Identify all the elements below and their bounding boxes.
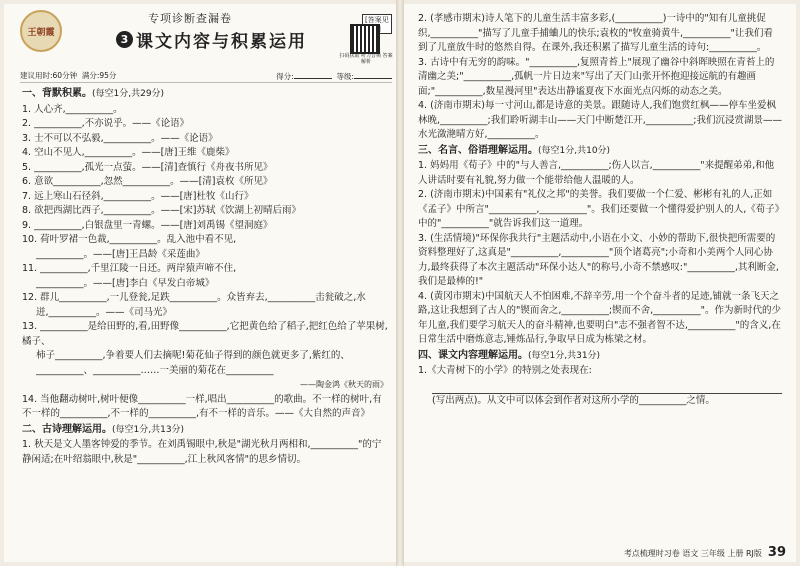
question-1[interactable]: 1. 人心齐,__________。	[22, 103, 123, 115]
question-5[interactable]: 5. __________,孤光一点萤。——[清]查慎行《舟夜书所见》	[22, 161, 273, 173]
question-10-cont[interactable]: __________。——[唐]王昌龄《采莲曲》	[36, 248, 205, 260]
maxim-question-1[interactable]: 1. 妈妈用《荀子》中的"与人善言,__________;伤人以言,__________"来提醒弟弟,和他人讲话时要有礼貌,努力做一个能带给他人温暖的人。	[418, 160, 775, 186]
score-label: 得分:	[276, 72, 294, 81]
maxim-question-3[interactable]: 3. (生活情境)"环保你我共行"主题活动中,小语在小文、小妙的帮助下,很快把所需要的资料整理好了,这真是"__________,__________"顶个诸葛亮";小奇和小美两个人同心协力,最终获得了本次主题活动"环保小达人"的称号,小奇不禁感叹:"__________,其利断金,我们是最棒的!"	[418, 232, 779, 287]
full-score-label: 满分:95分	[81, 71, 117, 80]
question-11-cont[interactable]: __________。——[唐]李白《早发白帝城》	[36, 277, 215, 289]
section-2-title: 二、古诗理解运用。(每空1分,共13分)	[22, 423, 185, 435]
qr-code-icon[interactable]	[350, 24, 380, 54]
poem-question-3[interactable]: 3. 古诗中有无穷的韵味。"__________,复照青苔上"展现了幽谷中斜晖映照在青苔上的清幽之美;"__________,孤帆一片日边来"写出了天门山张开怀抱迎接远航的有趣画面;"__________,数星漫河里"表达出静谧夏夜下水面光点闪烁的动态之美。	[418, 56, 775, 97]
page-footer	[624, 545, 786, 560]
title-text: 课文内容与积累运用	[136, 31, 307, 52]
maxim-question-4[interactable]: 4. (黄冈市期末)中国航天人不怕困难,不辞辛劳,用一个个奋斗者的足迹,铺就一条飞天之路,这让我想到了古人的"锲而舍之,__________;锲而不舍,__________"。作为新时代的少年儿童,我们要学习航天人的奋斗精神,也要明白"志不强者智不达,__________"的含义,在日常生活中磨炼意志,锤炼品行,争取早日成为栋梁之材。	[418, 290, 782, 345]
score-blank[interactable]	[294, 70, 332, 79]
header-divider	[20, 82, 392, 83]
question-9[interactable]: 9. __________,白银盘里一青螺。——[唐]刘禹锡《望洞庭》	[22, 219, 273, 231]
answer-line-1[interactable]	[432, 380, 782, 394]
maxim-question-2[interactable]: 2. (济南市期末)中国素有"礼仪之邦"的美誉。我们要做一个仁爱、彬彬有礼的人,正如《孟子》中所言"__________,__________"。我们还要做一个懂得爱护别人的人,《荀子》中的"__________"就告诉我们这一道理。	[418, 189, 780, 229]
level-label: 等级:	[336, 72, 354, 81]
question-10[interactable]: 10. 荷叶罗裙一色裁,__________。乱入池中看不见,	[22, 234, 237, 245]
poem-question-2[interactable]: 2. (孝感市期末)诗人笔下的儿童生活丰富多彩,(__________)一诗中的"知有儿童挑促织,__________"描写了儿童手捕蛐儿的快乐;袁枚的"牧童骑黄牛,__________"让我们看到了儿童放牛时的悠然自得。在课外,我还积累了描写儿童生活的诗句:__________。	[418, 13, 773, 53]
brand-logo: 王朝霞	[20, 10, 62, 52]
section-3-title: 三、名言、俗语理解运用。(每空1分,共10分)	[418, 144, 611, 156]
question-13[interactable]: 13. __________是给田野的,看,田野像__________,它把黄色给了稻子,把红色给了苹果树,橘子、	[22, 321, 388, 347]
page-number: 39	[767, 545, 786, 560]
qr-caption: 扫码获取 听力音频 答案解析	[339, 53, 393, 65]
section-4-title: 四、课文内容理解运用。(每空1分,共31分)	[418, 349, 601, 361]
question-8[interactable]: 8. 欲把西湖比西子,__________。——[宋]苏轼《饮湖上初晴后雨》	[22, 205, 302, 216]
exam-info-bar	[20, 70, 392, 82]
text-question-1-cont[interactable]: (写出两点)。从文中可以体会到作者对这所小学的__________之情。	[432, 394, 715, 406]
answer-tag: [答案见	[362, 14, 392, 34]
question-11[interactable]: 11. __________,千里江陵一日还。两岸猿声啼不住,	[22, 263, 237, 274]
poem-question-4[interactable]: 4. (济南市期末)每一寸河山,都是诗意的美景。跟随诗人,我们饱赏红枫——停车坐爱枫林晚,__________;我们聆听湖丰山——天门中断楚江开,__________;我们沉浸赏湖景——水光潋滟晴方好,__________。	[418, 100, 782, 140]
footer-text: 考点梳理时习卷 语文 三年级 上册 RJ版	[623, 549, 762, 558]
page-title	[116, 28, 307, 50]
question-4[interactable]: 4. 空山不见人,__________。——[唐]王维《鹿柴》	[22, 147, 235, 158]
left-content	[22, 86, 388, 467]
section-1-title: 一、背默积累。(每空1分,共29分)	[22, 88, 165, 99]
header-subtitle: 专项诊断查漏卷	[148, 12, 232, 25]
page-header	[20, 6, 392, 66]
question-2[interactable]: 2. __________,不亦说乎。——《论语》	[22, 118, 190, 129]
question-6[interactable]: 6. 意欲__________,忽然__________。——[清]袁枚《所见》	[22, 176, 273, 187]
question-12-cont[interactable]: 迸,__________。——《司马光》	[36, 306, 173, 318]
time-label: 建议用时:60分钟	[20, 71, 78, 80]
right-content	[418, 12, 782, 408]
text-question-1[interactable]: 1.《大青树下的小学》的特别之处表现在:	[418, 365, 592, 376]
poem-question-1[interactable]: 1. 秋天是文人墨客钟爱的季节。在刘禹锡眼中,秋是"湖光秋月两相和,__________"的宁静闲适;在叶绍翁眼中,秋是"__________,江上秋风客情"的思乡情切。	[22, 439, 382, 465]
question-13-cont[interactable]: 柿子__________,争着要人们去摘呢!菊花仙子得到的颜色就更多了,紫红的、__________、__________……一美丽的菊花在__________	[36, 350, 350, 376]
book-spine	[396, 0, 404, 566]
question-12[interactable]: 12. 群儿__________,一儿登瓮,足跌__________。众皆弃去,__________击瓮破之,水	[22, 292, 366, 303]
question-14[interactable]: 14. 当他翻动树叶,树叶便像__________一样,唱出__________的歌曲。不一样的树叶,有不一样的__________,不一样的__________,有不一样的音乐。——《大自然的声音》	[22, 393, 382, 419]
question-7[interactable]: 7. 远上寒山石径斜,__________。——[唐]杜牧《山行》	[22, 190, 254, 202]
question-13-source: ——陶金鸿《秋天的雨》	[300, 380, 388, 389]
level-blank[interactable]	[354, 70, 392, 79]
title-number: 3	[116, 31, 133, 48]
question-3[interactable]: 3. 士不可以不弘毅,__________。——《论语》	[22, 132, 218, 144]
